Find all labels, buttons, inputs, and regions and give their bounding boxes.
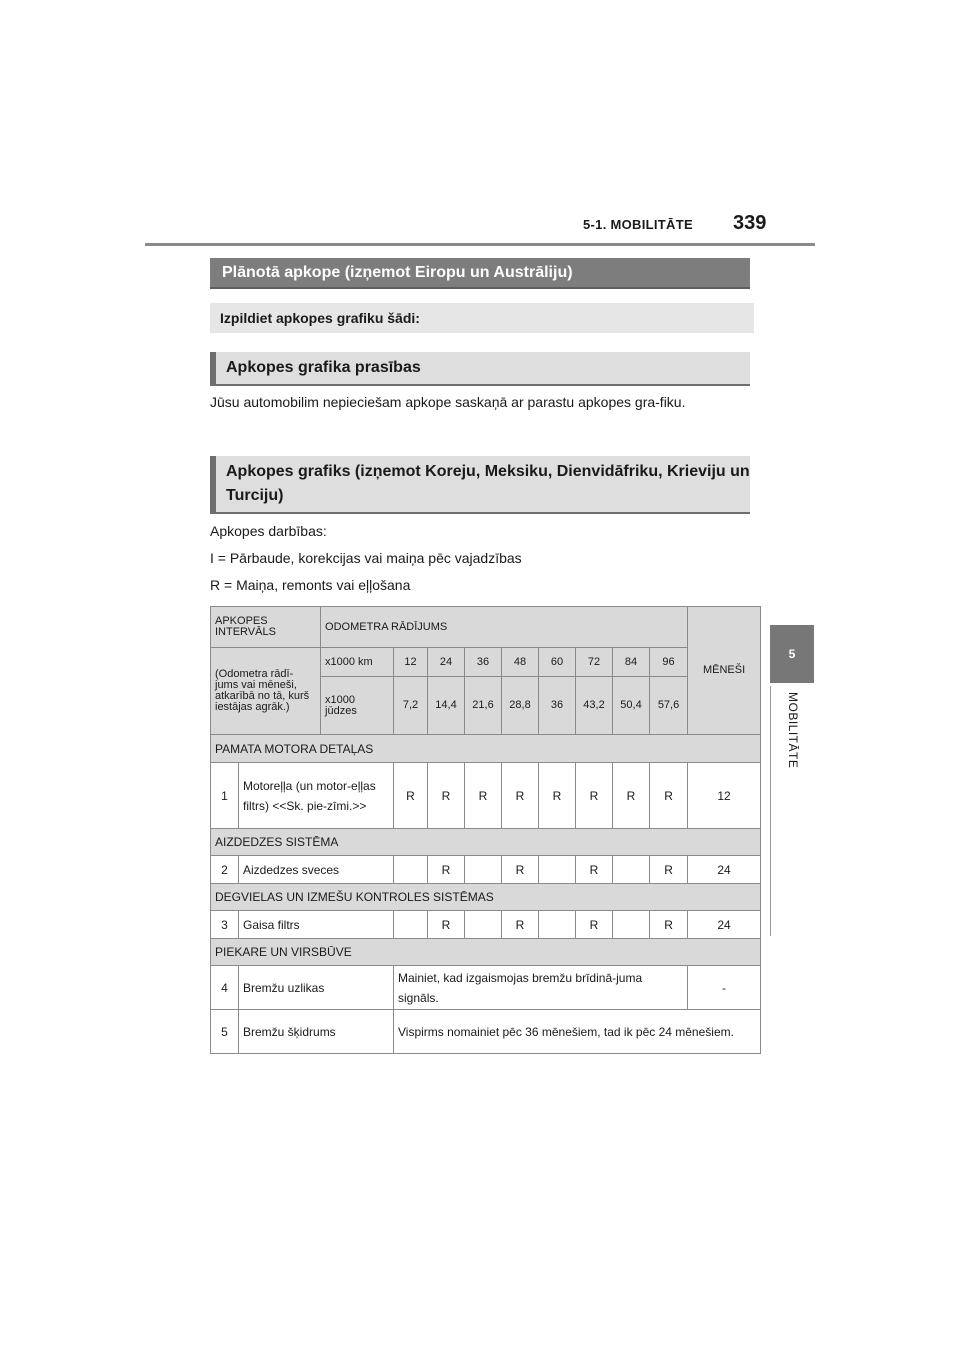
schedule-cell: R bbox=[502, 763, 539, 829]
km-unit-label: x1000 km bbox=[321, 648, 394, 677]
section-row: PAMATA MOTORA DETAĻAS bbox=[211, 735, 761, 763]
miles-unit-label: x1000 jūdzes bbox=[321, 677, 394, 735]
section-row: AIZDEDZES SISTĒMA bbox=[211, 829, 761, 856]
km-value: 60 bbox=[539, 648, 576, 677]
chapter-tab: 5 bbox=[770, 625, 814, 683]
item-note: Mainiet, kad izgaismojas bremžu brīdinā-juma signāls. bbox=[394, 966, 688, 1010]
months-cell: 12 bbox=[688, 763, 761, 829]
miles-value: 7,2 bbox=[394, 677, 428, 735]
schedule-cell: R bbox=[650, 911, 688, 939]
requirements-heading: Apkopes grafika prasības bbox=[210, 352, 750, 386]
schedule-cell bbox=[613, 856, 650, 884]
section-title: 5-1. MOBILITĀTE bbox=[583, 217, 693, 232]
miles-value: 43,2 bbox=[576, 677, 613, 735]
schedule-cell: R bbox=[576, 763, 613, 829]
schedule-cell: R bbox=[613, 763, 650, 829]
row-number: 5 bbox=[211, 1010, 239, 1054]
header-divider bbox=[145, 243, 815, 246]
schedule-heading: Apkopes grafiks (izņemot Koreju, Meksiku, Dienvidāfriku, Krieviju un Turciju) bbox=[210, 456, 750, 514]
miles-value: 14,4 bbox=[428, 677, 465, 735]
miles-value: 21,6 bbox=[465, 677, 502, 735]
schedule-cell: R bbox=[539, 763, 576, 829]
km-value: 24 bbox=[428, 648, 465, 677]
months-cell: 24 bbox=[688, 911, 761, 939]
chapter-label: MOBILITĀTE bbox=[786, 692, 800, 769]
schedule-cell bbox=[613, 911, 650, 939]
km-value: 84 bbox=[613, 648, 650, 677]
actions-title: Apkopes darbības: bbox=[210, 523, 327, 539]
intro-band: Izpildiet apkopes grafiku šādi: bbox=[210, 303, 754, 333]
miles-value: 50,4 bbox=[613, 677, 650, 735]
schedule-cell: R bbox=[650, 856, 688, 884]
page-number: 339 bbox=[733, 212, 767, 234]
row-number: 4 bbox=[211, 966, 239, 1010]
schedule-cell bbox=[394, 856, 428, 884]
schedule-cell bbox=[465, 911, 502, 939]
section-row: DEGVIELAS UN IZMEŠU KONTROLES SISTĒMAS bbox=[211, 884, 761, 911]
schedule-cell: R bbox=[576, 856, 613, 884]
km-value: 12 bbox=[394, 648, 428, 677]
schedule-cell: R bbox=[576, 911, 613, 939]
schedule-cell bbox=[465, 856, 502, 884]
schedule-cell: R bbox=[465, 763, 502, 829]
row-number: 1 bbox=[211, 763, 239, 829]
km-value: 96 bbox=[650, 648, 688, 677]
schedule-cell bbox=[539, 856, 576, 884]
miles-value: 57,6 bbox=[650, 677, 688, 735]
section-row: PIEKARE UN VIRSBŪVE bbox=[211, 939, 761, 966]
item-name: Gaisa filtrs bbox=[239, 911, 394, 939]
side-divider bbox=[770, 686, 771, 936]
item-note: Vispirms nomainiet pēc 36 mēnešiem, tad ik pēc 24 mēnešiem. bbox=[394, 1010, 761, 1054]
action-inspect-legend: I = Pārbaude, korekcijas vai maiņa pēc vajadzības bbox=[210, 550, 522, 566]
row-number: 2 bbox=[211, 856, 239, 884]
odometer-header: ODOMETRA RĀDĪJUMS bbox=[321, 607, 688, 648]
months-cell: 24 bbox=[688, 856, 761, 884]
interval-header: APKOPES INTERVĀLS bbox=[211, 607, 321, 648]
item-name: Motoreļļa (un motor-eļļas filtrs) <<Sk. pie-zīmi.>> bbox=[239, 763, 394, 829]
item-name: Bremžu šķidrums bbox=[239, 1010, 394, 1054]
item-name: Aizdedzes sveces bbox=[239, 856, 394, 884]
row-number: 3 bbox=[211, 911, 239, 939]
km-value: 48 bbox=[502, 648, 539, 677]
schedule-cell: R bbox=[502, 856, 539, 884]
schedule-cell bbox=[394, 911, 428, 939]
schedule-cell bbox=[539, 911, 576, 939]
schedule-cell: R bbox=[394, 763, 428, 829]
km-value: 36 bbox=[465, 648, 502, 677]
km-value: 72 bbox=[576, 648, 613, 677]
interval-note: (Odometra rādī-jums vai mēneši, atkarībā no tā, kurš iestājas agrāk.) bbox=[211, 648, 321, 735]
schedule-cell: R bbox=[502, 911, 539, 939]
schedule-cell: R bbox=[428, 911, 465, 939]
schedule-cell: R bbox=[428, 763, 465, 829]
item-name: Bremžu uzlikas bbox=[239, 966, 394, 1010]
maintenance-schedule-table bbox=[210, 606, 761, 1054]
miles-value: 36 bbox=[539, 677, 576, 735]
requirements-text: Jūsu automobilim nepieciešam apkope saskaņā ar parastu apkopes gra-fiku. bbox=[210, 394, 686, 410]
main-title-band: Plānotā apkope (izņemot Eiropu un Austrāliju) bbox=[210, 258, 750, 289]
miles-value: 28,8 bbox=[502, 677, 539, 735]
months-cell: - bbox=[688, 966, 761, 1010]
schedule-cell: R bbox=[650, 763, 688, 829]
months-header: MĒNEŠI bbox=[688, 607, 761, 735]
action-replace-legend: R = Maiņa, remonts vai eļļošana bbox=[210, 577, 411, 593]
schedule-cell: R bbox=[428, 856, 465, 884]
